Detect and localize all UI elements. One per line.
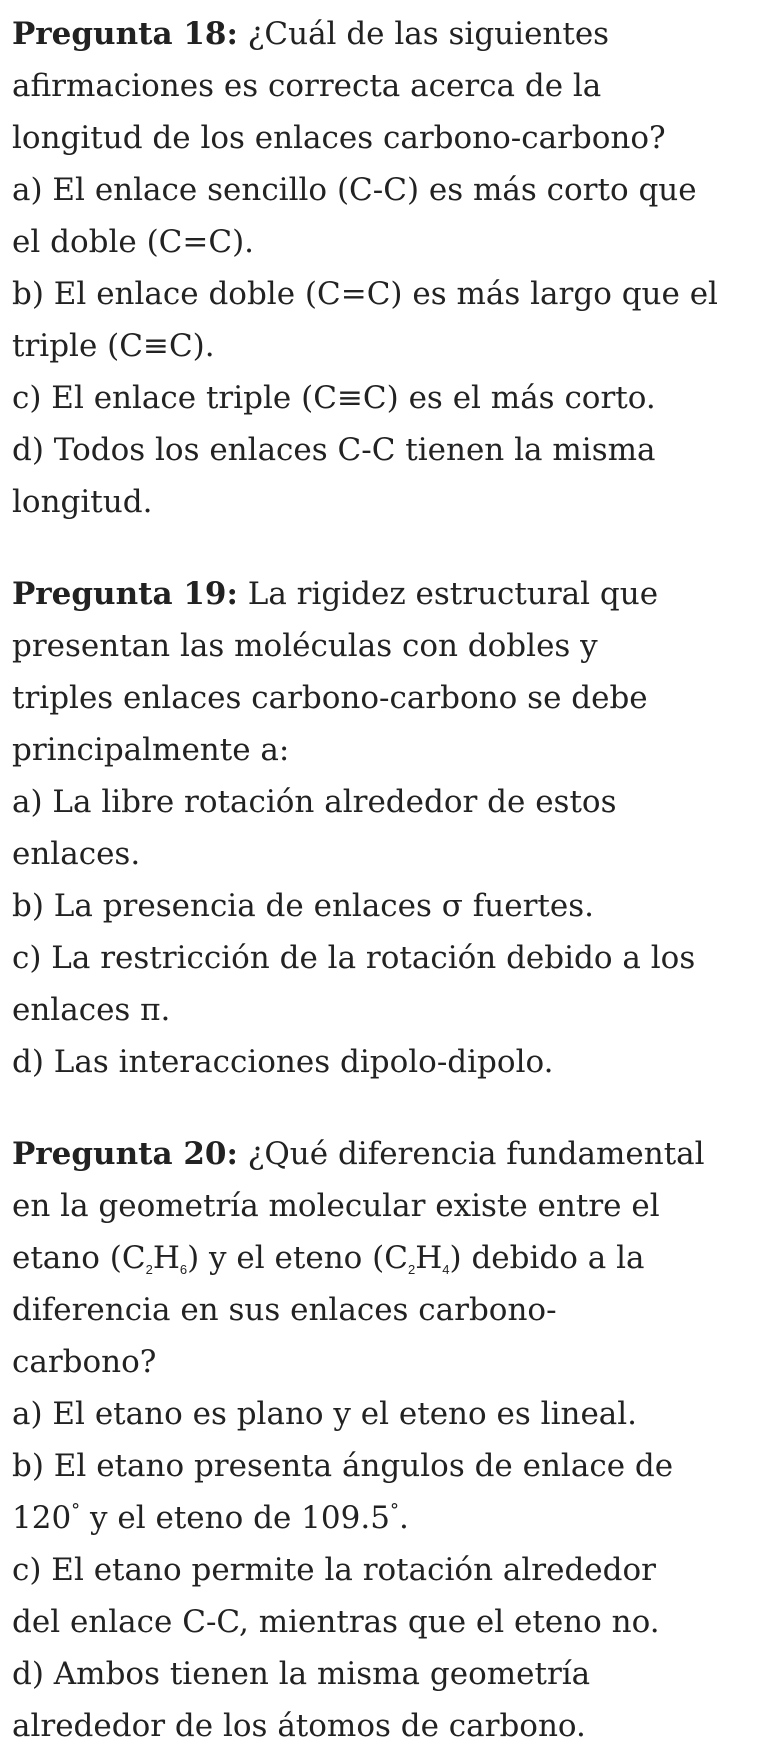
angle-text: . xyxy=(398,1500,409,1536)
question-19-option-d: d) Las interacciones dipolo-dipolo. xyxy=(12,1044,554,1080)
question-20-line: en la geometría molecular existe entre el xyxy=(12,1188,660,1224)
question-19-label: Pregunta 19: xyxy=(12,576,238,612)
degree-symbol: ° xyxy=(71,1500,81,1521)
question-20-formula-line xyxy=(12,1232,732,1284)
question-18-option-b-cont: triple (C≡C). xyxy=(12,328,215,364)
question-19-option-a: a) La libre rotación alrededor de estos xyxy=(12,784,617,820)
question-20-label: Pregunta 20: xyxy=(12,1136,238,1172)
formula-text: ) y el eteno (C xyxy=(187,1240,408,1276)
question-18-heading xyxy=(12,8,732,60)
question-18-option-c: c) El enlace triple (C≡C) es el más corto. xyxy=(12,380,656,416)
question-18-line: longitud de los enlaces carbono-carbono? xyxy=(12,120,666,156)
question-20-option-a: a) El etano es plano y el eteno es lineal. xyxy=(12,1396,638,1432)
question-19-line: principalmente a: xyxy=(12,732,290,768)
document-page xyxy=(12,8,732,1752)
formula-subscript: 4 xyxy=(442,1262,450,1277)
question-18-text: ¿Cuál de las siguientes xyxy=(237,16,610,52)
question-18-line: afirmaciones es correcta acerca de la xyxy=(12,68,602,104)
angle-text: 120 xyxy=(12,1500,72,1536)
formula-subscript: 2 xyxy=(145,1262,153,1277)
question-19-heading xyxy=(12,568,732,620)
question-18-option-d: d) Todos los enlaces C-C tienen la misma xyxy=(12,432,656,468)
question-18-option-d-cont: longitud. xyxy=(12,484,153,520)
question-20-option-b: b) El etano presenta ángulos de enlace de xyxy=(12,1448,674,1484)
spacer xyxy=(12,1088,732,1128)
question-20-option-d-cont: alrededor de los átomos de carbono. xyxy=(12,1708,586,1744)
question-20-line: carbono? xyxy=(12,1344,157,1380)
question-18-option-a-cont: el doble (C=C). xyxy=(12,224,255,260)
question-18 xyxy=(12,8,732,528)
question-19-option-c-cont: enlaces π. xyxy=(12,992,171,1028)
question-19-option-b: b) La presencia de enlaces σ fuertes. xyxy=(12,888,594,924)
question-19-option-c: c) La restricción de la rotación debido a los xyxy=(12,940,696,976)
question-19-line: triples enlaces carbono-carbono se debe xyxy=(12,680,648,716)
degree-symbol: ° xyxy=(389,1500,399,1521)
question-20-option-c-cont: del enlace C-C, mientras que el eteno no. xyxy=(12,1604,660,1640)
formula-text: H xyxy=(152,1240,180,1276)
question-19-line: presentan las moléculas con dobles y xyxy=(12,628,598,664)
spacer xyxy=(12,528,732,568)
formula-text: etano (C xyxy=(12,1240,146,1276)
question-20-line: diferencia en sus enlaces carbono- xyxy=(12,1292,557,1328)
question-20-option-d: d) Ambos tienen la misma geometría xyxy=(12,1656,591,1692)
question-18-label: Pregunta 18: xyxy=(12,16,238,52)
question-20 xyxy=(12,1128,732,1752)
question-20-text: ¿Qué diferencia fundamental xyxy=(237,1136,705,1172)
question-19 xyxy=(12,568,732,1088)
formula-subscript: 2 xyxy=(407,1262,416,1277)
question-20-option-c: c) El etano permite la rotación alrededor xyxy=(12,1552,656,1588)
question-20-heading xyxy=(12,1128,732,1180)
question-18-option-a: a) El enlace sencillo (C-C) es más corto que xyxy=(12,172,697,208)
question-19-option-a-cont: enlaces. xyxy=(12,836,141,872)
formula-text: ) debido a la xyxy=(449,1240,645,1276)
question-18-option-b: b) El enlace doble (C=C) es más largo que el xyxy=(12,276,718,312)
formula-subscript: 6 xyxy=(179,1262,188,1277)
formula-text: H xyxy=(415,1240,443,1276)
question-20-option-b-cont xyxy=(12,1492,732,1544)
angle-text: y el eteno de 109.5 xyxy=(80,1500,390,1536)
question-19-text: La rigidez estructural que xyxy=(237,576,659,612)
